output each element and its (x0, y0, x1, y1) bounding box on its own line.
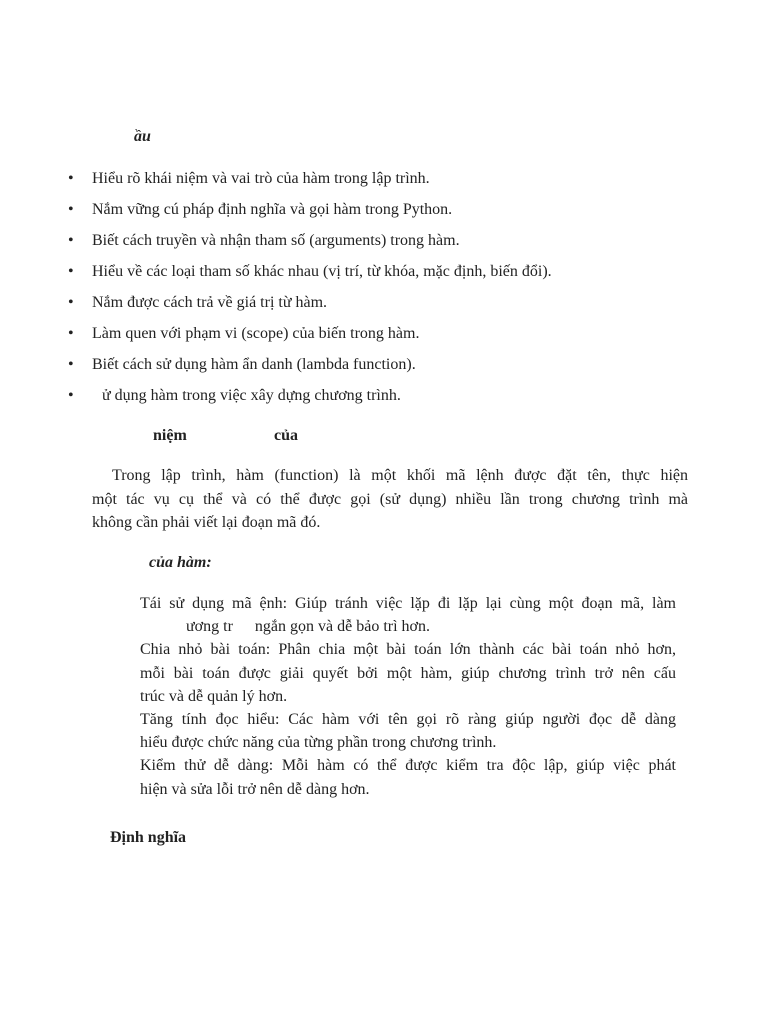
bullet-icon: • (68, 201, 74, 218)
heading-concept-part-a: niệm (153, 427, 187, 444)
benefit-readability-line-1: Tăng tính đọc hiểu: Các hàm với tên gọi rõ ràng giúp người đọc dễ dàng (140, 711, 676, 729)
benefit-readability-line-2: hiểu được chức năng của từng phần trong chương trình. (140, 734, 497, 752)
bullet-icon: • (68, 294, 74, 311)
list-item: • Nắm vững cú pháp định nghĩa và gọi hàm trong Python. (68, 197, 688, 228)
list-item: • Hiểu về các loại tham số khác nhau (vị trí, từ khóa, mặc định, biến đổi). (68, 259, 688, 290)
list-item: • Biết cách truyền và nhận tham số (arguments) trong hàm. (68, 228, 688, 259)
list-item: • Hiểu rõ khái niệm và vai trò của hàm trong lập trình. (68, 166, 688, 197)
benefit-divide-line-3: trúc và dễ quản lý hơn. (140, 687, 288, 705)
bullet-icon: • (68, 263, 74, 280)
benefit-reuse-line-2: ương tr ngắn gọn và dễ bảo trì hơn. (186, 618, 430, 636)
heading-goals: ầu (134, 128, 151, 145)
benefit-testing-line-1: Kiểm thử dễ dàng: Mỗi hàm có thể được kiểm tra độc lập, giúp việc phát (140, 757, 676, 775)
bullet-icon: • (68, 356, 74, 373)
bullet-icon: • (68, 170, 74, 187)
list-item: • Làm quen với phạm vi (scope) của biến trong hàm. (68, 321, 688, 352)
bullet-icon: • (68, 387, 74, 404)
heading-concept-part-b: của (274, 427, 298, 444)
list-item: • Nắm được cách trả về giá trị từ hàm. (68, 290, 688, 321)
intro-paragraph: Trong lập trình, hàm (function) là một khối mã lệnh được đặt tên, thực hiện một tác vụ cụ thể và có thể được gọi (sử dụng) nhiều lần trong chương trình mà không cần phải viết lại đoạn mã đó. (92, 467, 688, 531)
bullet-icon: • (68, 325, 74, 342)
list-item: • ử dụng hàm trong việc xây dựng chương trình. (68, 383, 688, 414)
heading-role: của hàm: (149, 554, 212, 571)
benefit-divide-line-1: Chia nhỏ bài toán: Phân chia một bài toán lớn thành các bài toán nhỏ hơn, (140, 641, 676, 659)
benefit-reuse-line-1: Tái sử dụng mã ệnh: Giúp tránh việc lặp đi lặp lại cùng một đoạn mã, làm (140, 595, 676, 612)
benefits-list (140, 592, 676, 801)
benefit-divide-line-2: mỗi bài toán được giải quyết bởi một hàm, giúp chương trình trở nên cấu (140, 664, 676, 682)
bullet-icon: • (68, 232, 74, 249)
list-item: • Biết cách sử dụng hàm ẩn danh (lambda function). (68, 352, 688, 383)
heading-definition: Định nghĩa (110, 829, 187, 846)
objectives-list (68, 166, 688, 414)
benefit-testing-line-2: hiện và sửa lỗi trở nên dễ dàng hơn. (140, 780, 370, 798)
